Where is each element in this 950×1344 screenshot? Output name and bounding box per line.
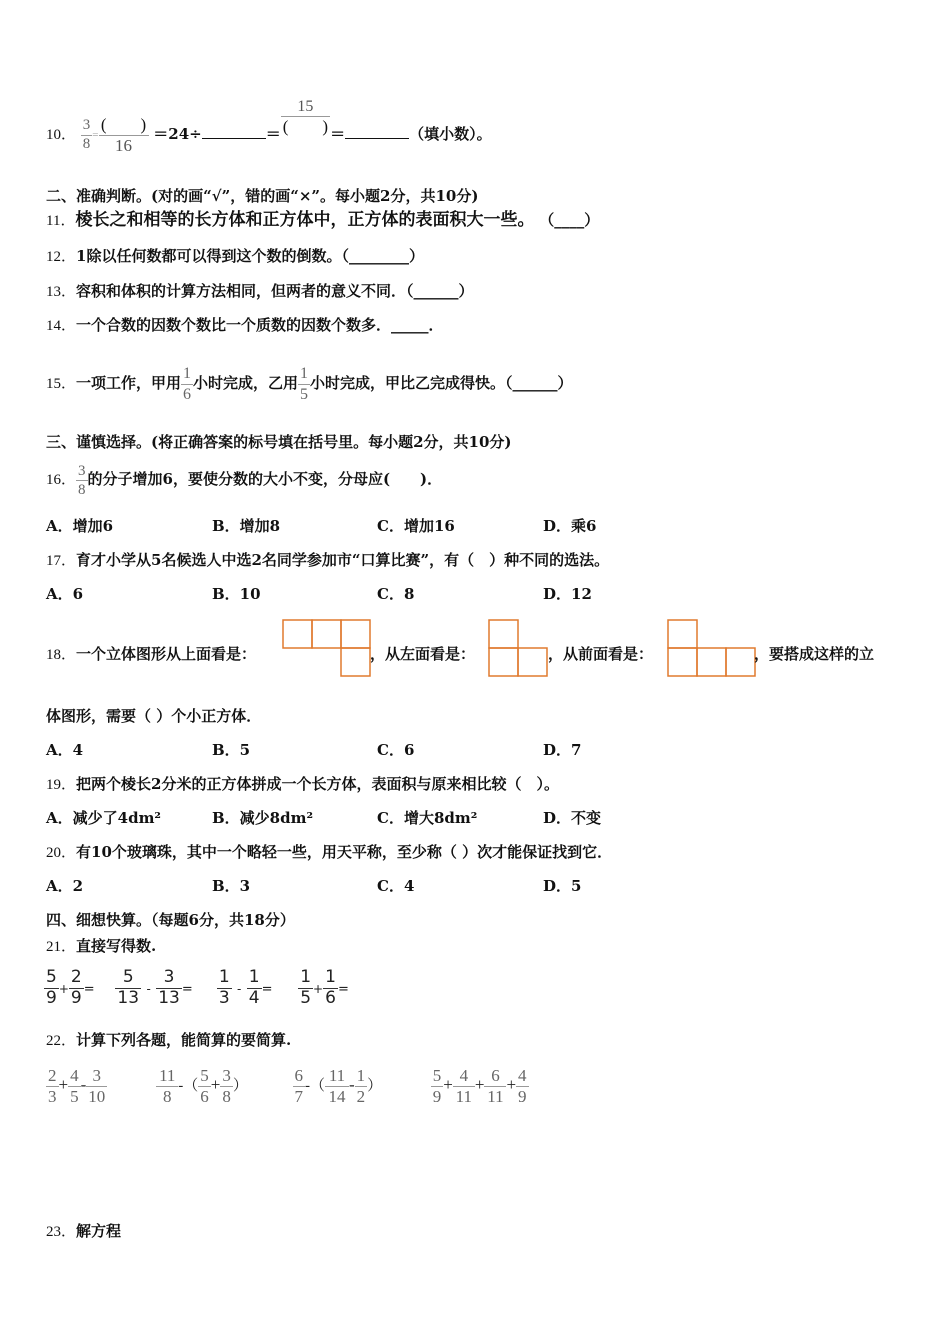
fraction: $\frac{3}{8}$ <box>82 117 91 152</box>
left-view-figure <box>488 619 550 679</box>
option-d[interactable]: D．7 <box>543 741 582 759</box>
calc-row <box>46 1060 551 1110</box>
option-a[interactable]: A．减少了4dm² <box>46 809 162 827</box>
option-c[interactable]: C．4 <box>377 877 415 895</box>
option-d[interactable]: D．乘6 <box>543 517 597 535</box>
option-c[interactable]: C．增大8dm² <box>377 809 478 827</box>
answer-blank[interactable] <box>202 124 266 139</box>
question-18-text-front: ，从前面看是： <box>548 645 654 663</box>
option-b[interactable]: B．10 <box>212 585 261 603</box>
option-d[interactable]: D．不变 <box>543 809 602 827</box>
option-c[interactable]: C．8 <box>377 585 415 603</box>
fraction: $\frac{1}{5}$ <box>300 365 309 403</box>
front-view-figure <box>667 619 757 679</box>
fraction: $\frac{3}{8}$ <box>78 462 86 498</box>
oral-item: $\frac{5}{9}$ + $\frac{2}{9}$ = <box>46 966 95 1008</box>
option-a[interactable]: A．增加6 <box>46 517 114 535</box>
oral-item: $\frac{1}{5}$ + $\frac{1}{6}$ = <box>300 966 349 1008</box>
oral-item: $\frac{5}{13}$ - $\frac{3}{13}$ = <box>117 966 193 1008</box>
question-18-line2: 体图形，需要（ ）个小正方体． <box>46 707 262 725</box>
fraction: ( ) 16 <box>99 115 149 155</box>
question-23: 23．解方程 <box>46 1222 122 1240</box>
question-21: 21．直接写得数. <box>46 937 157 955</box>
option-d[interactable]: D．12 <box>543 585 592 603</box>
option-a[interactable]: A．6 <box>46 585 84 603</box>
option-c[interactable]: C．6 <box>377 741 415 759</box>
question-19: 19．把两个棱长2分米的正方体拼成一个长方体，表面积与原来相比较（ ）。 <box>46 775 559 793</box>
option-b[interactable]: B．5 <box>212 741 251 759</box>
option-a[interactable]: A．2 <box>46 877 84 895</box>
question-22: 22．计算下列各题，能简算的要简算. <box>46 1031 292 1049</box>
option-a[interactable]: A．4 <box>46 741 84 759</box>
section-heading: 四、细想快算。（每题6分，共18分） <box>46 911 295 929</box>
oral-item: $\frac{1}{3}$ - $\frac{1}{4}$ = <box>218 966 273 1008</box>
calc-expression-3: $\frac{6}{7}$ -（ $\frac{11}{14}$ - $\frac{1}{2}$ ） <box>294 1066 383 1106</box>
question-13: 13．容积和体积的计算方法相同，但两者的意义不同．（______） <box>46 282 474 300</box>
question-18-text-end: ，要搭成这样的立 <box>754 645 875 663</box>
fraction: 15 ( ) <box>282 97 329 136</box>
question-14: 14．一个合数的因数个数比一个质数的因数个数多．_____． <box>46 316 444 334</box>
calc-expression-2: $\frac{11}{8}$ -（ $\frac{5}{6}$ + $\frac{3}{8}$ ） <box>156 1060 288 1111</box>
question-18: 18．一个立体图形从上面看是： <box>46 645 257 663</box>
question-18-text-left: ，从左面看是： <box>370 645 476 663</box>
question-17: 17．育才小学从5名候选人中选2名同学参加市“口算比赛”，有（ ）种不同的选法。 <box>46 551 610 569</box>
fraction: $\frac{1}{6}$ <box>183 365 192 403</box>
question-number: 10． <box>46 127 77 143</box>
option-b[interactable]: B．减少8dm² <box>212 809 314 827</box>
question-11: 11．棱长之和相等的长方体和正方体中，正方体的表面积大一些。 （____） <box>46 210 600 230</box>
question-12: 12．1除以任何数都可以得到这个数的倒数。（________） <box>46 247 424 265</box>
top-view-figure <box>282 619 372 679</box>
question-10: 10． $\frac{3}{8}$ = ( ) 16 ＝24÷ ＝ 15 ( ) ＝ （填小数）。 <box>46 97 492 155</box>
option-b[interactable]: B．增加8 <box>212 517 281 535</box>
answer-blank[interactable] <box>345 124 409 139</box>
option-d[interactable]: D．5 <box>543 877 582 895</box>
option-c[interactable]: C．增加16 <box>377 517 455 535</box>
question-16: 16． $\frac{3}{8}$ 的分子增加6，要使分数的大小不变，分母应( )． <box>46 462 443 498</box>
calc-expression-1: $\frac{2}{3}$ + $\frac{4}{5}$ - $\frac{3}{10}$ <box>48 1066 106 1106</box>
calc-expression-4: $\frac{5}{9}$ + $\frac{4}{11}$ + $\frac{6}{11}$ + $\frac{4}{9}$ <box>432 1066 527 1106</box>
question-20: 20．有10个玻璃珠，其中一个略轻一些，用天平称，至少称（ ）次才能保证找到它． <box>46 843 613 861</box>
section-heading: 二、准确判断。(对的画“√”，错的画“×”。每小题2分，共10分) <box>46 187 479 205</box>
section-heading: 三、谨慎选择。(将正确答案的标号填在括号里。每小题2分，共10分) <box>46 433 512 451</box>
option-b[interactable]: B．3 <box>212 877 251 895</box>
question-15: 15．一项工作，甲用 $\frac{1}{6}$ 小时完成，乙用 $\frac{1}{5}$ 小时完成，甲比乙完成得快。（______） <box>46 365 573 403</box>
oral-calc-row <box>44 966 358 1010</box>
